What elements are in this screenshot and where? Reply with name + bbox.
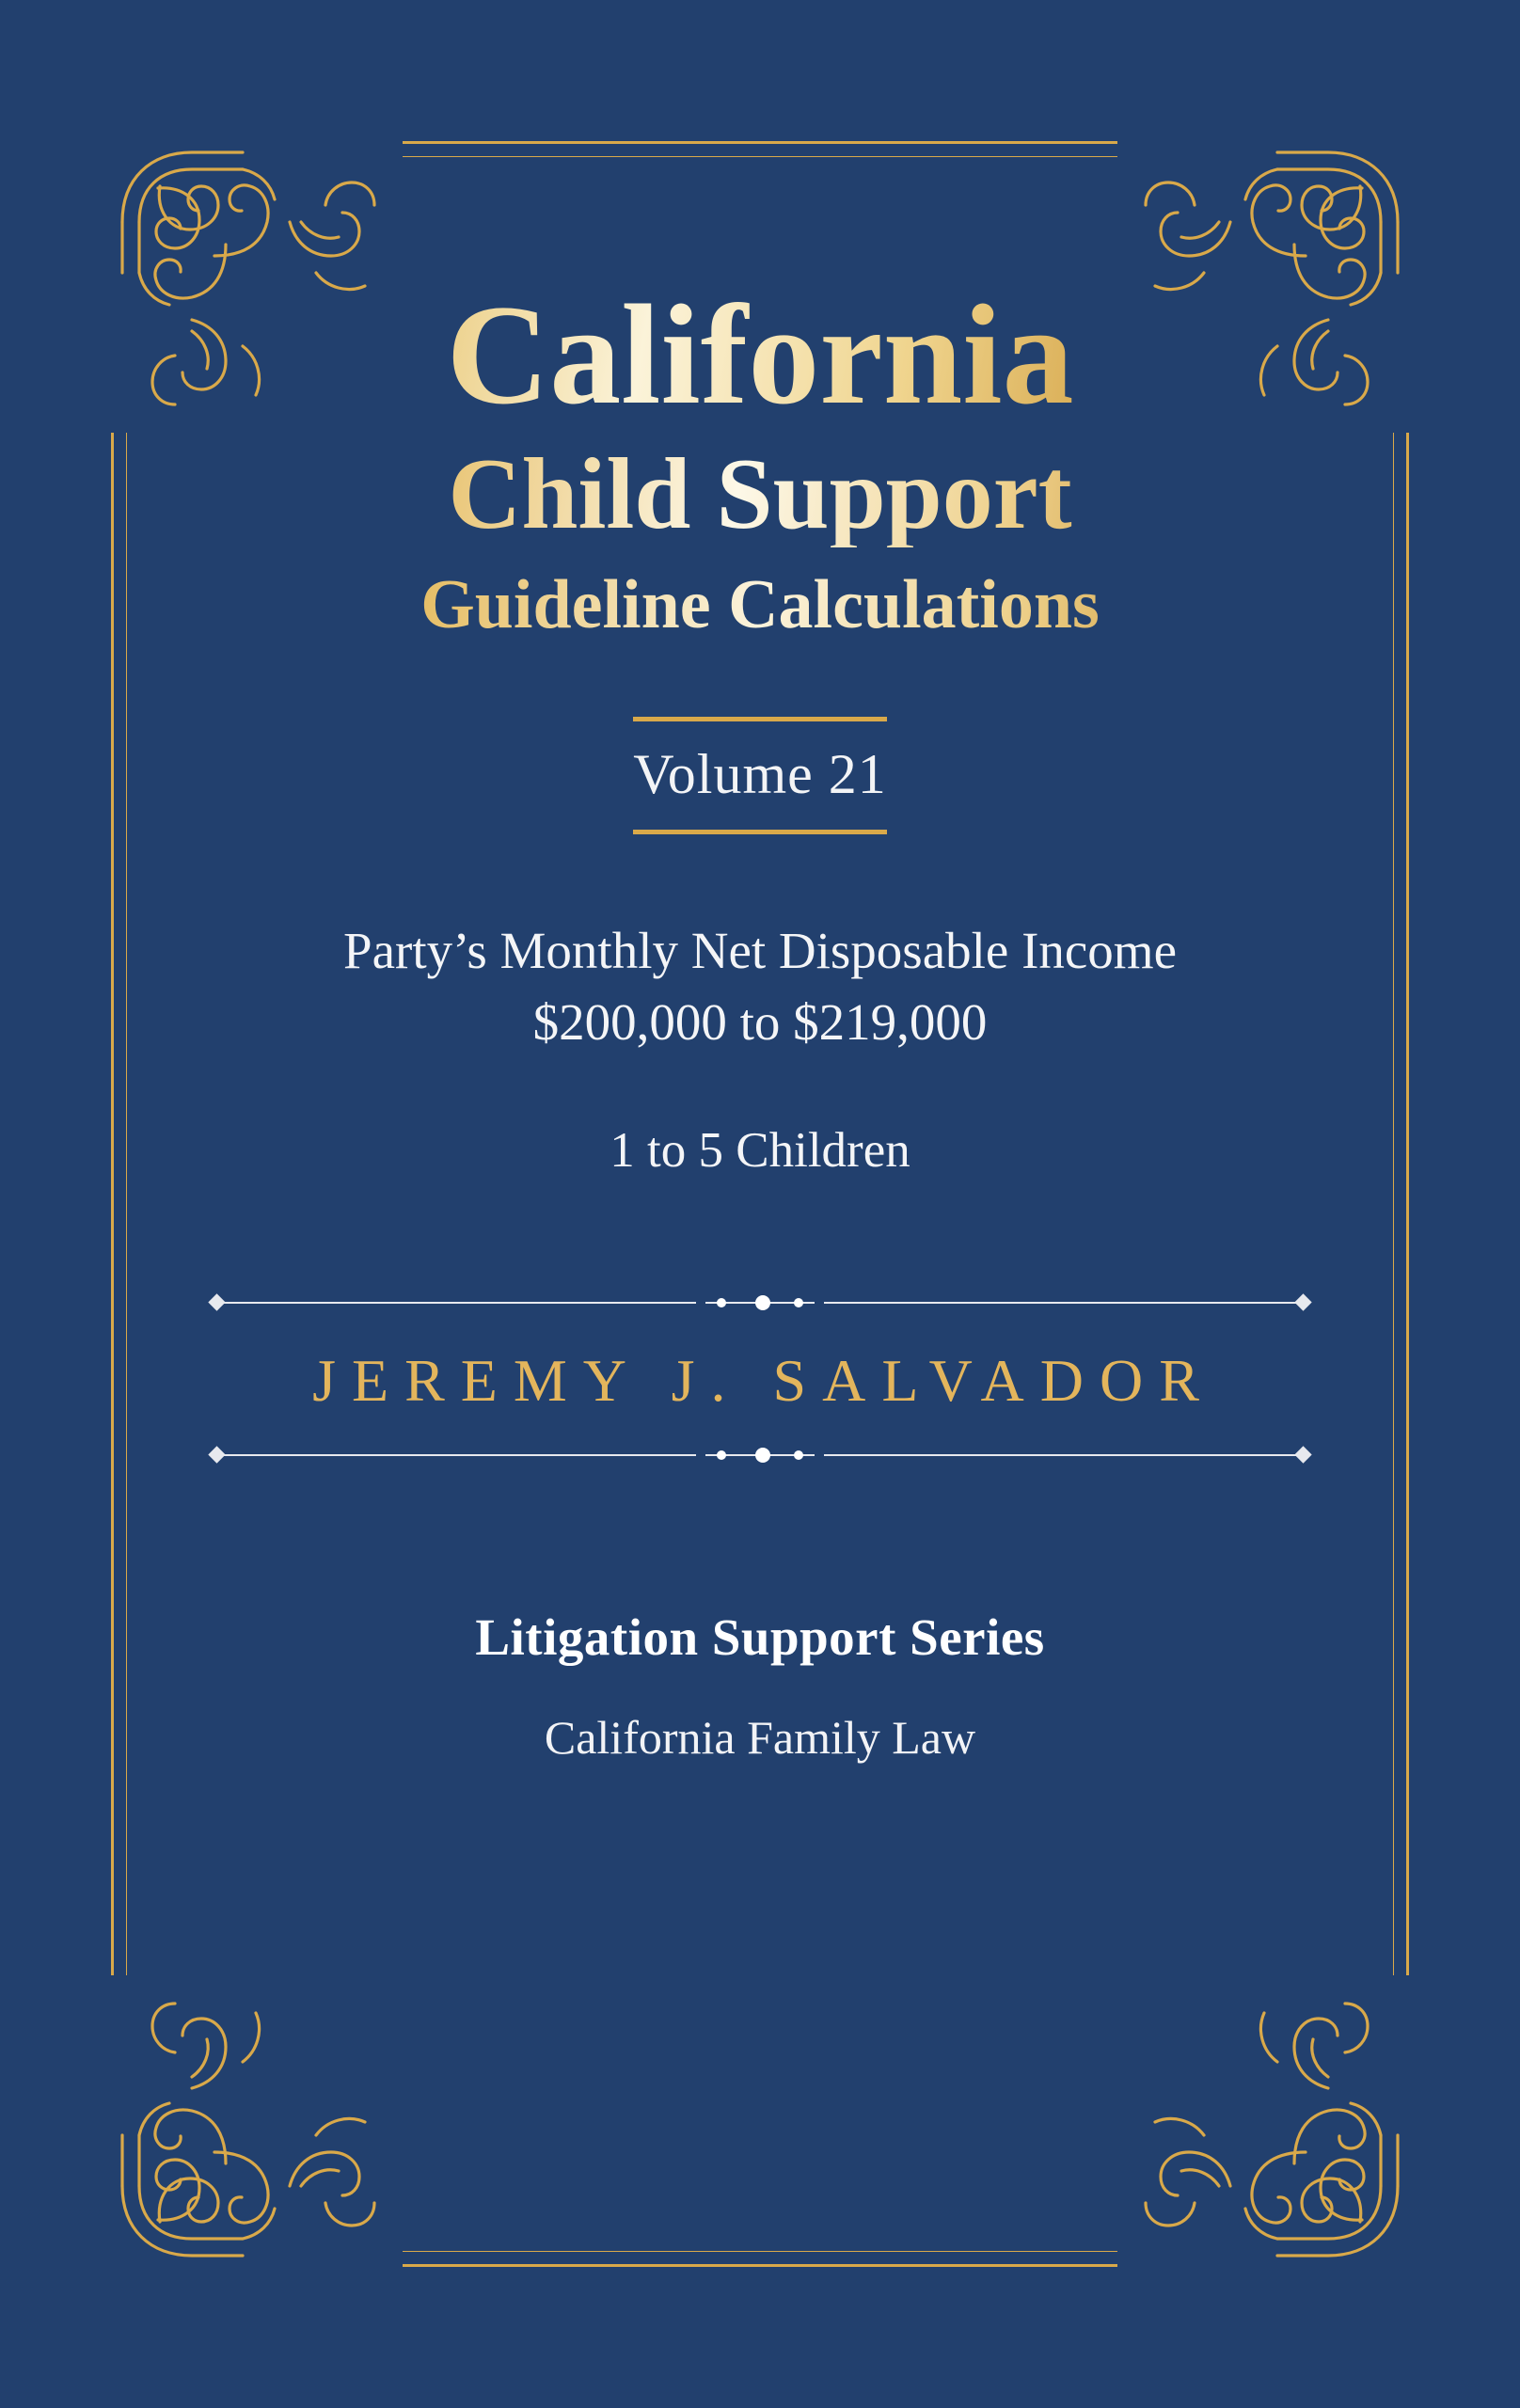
volume-rule-top (633, 717, 887, 721)
cover-title-main: California (179, 282, 1341, 428)
series-title: Litigation Support Series (475, 1608, 1045, 1667)
income-range-line1: Party’s Monthly Net Disposable Income (343, 922, 1177, 980)
income-range-description (179, 915, 1341, 1058)
cover-title-sub: Child Support (179, 441, 1341, 547)
cover-content (179, 276, 1341, 1765)
ornament-rule-bottom (205, 1444, 1315, 1466)
volume-rule-bottom (633, 830, 887, 834)
cover-title-third: Guideline Calculations (179, 568, 1341, 643)
volume-label: Volume 21 (633, 743, 887, 806)
author-block (179, 1291, 1341, 1466)
ornament-rule-top (205, 1291, 1315, 1314)
corner-flourish-icon (102, 1966, 412, 2276)
author-name: JEREMY J. SALVADOR (312, 1347, 1215, 1415)
volume-block (179, 717, 1341, 834)
subject-label: California Family Law (544, 1711, 976, 1765)
income-range-line2: $200,000 to $219,000 (532, 993, 988, 1052)
corner-flourish-icon (1108, 1966, 1418, 2276)
children-range: 1 to 5 Children (610, 1123, 910, 1179)
